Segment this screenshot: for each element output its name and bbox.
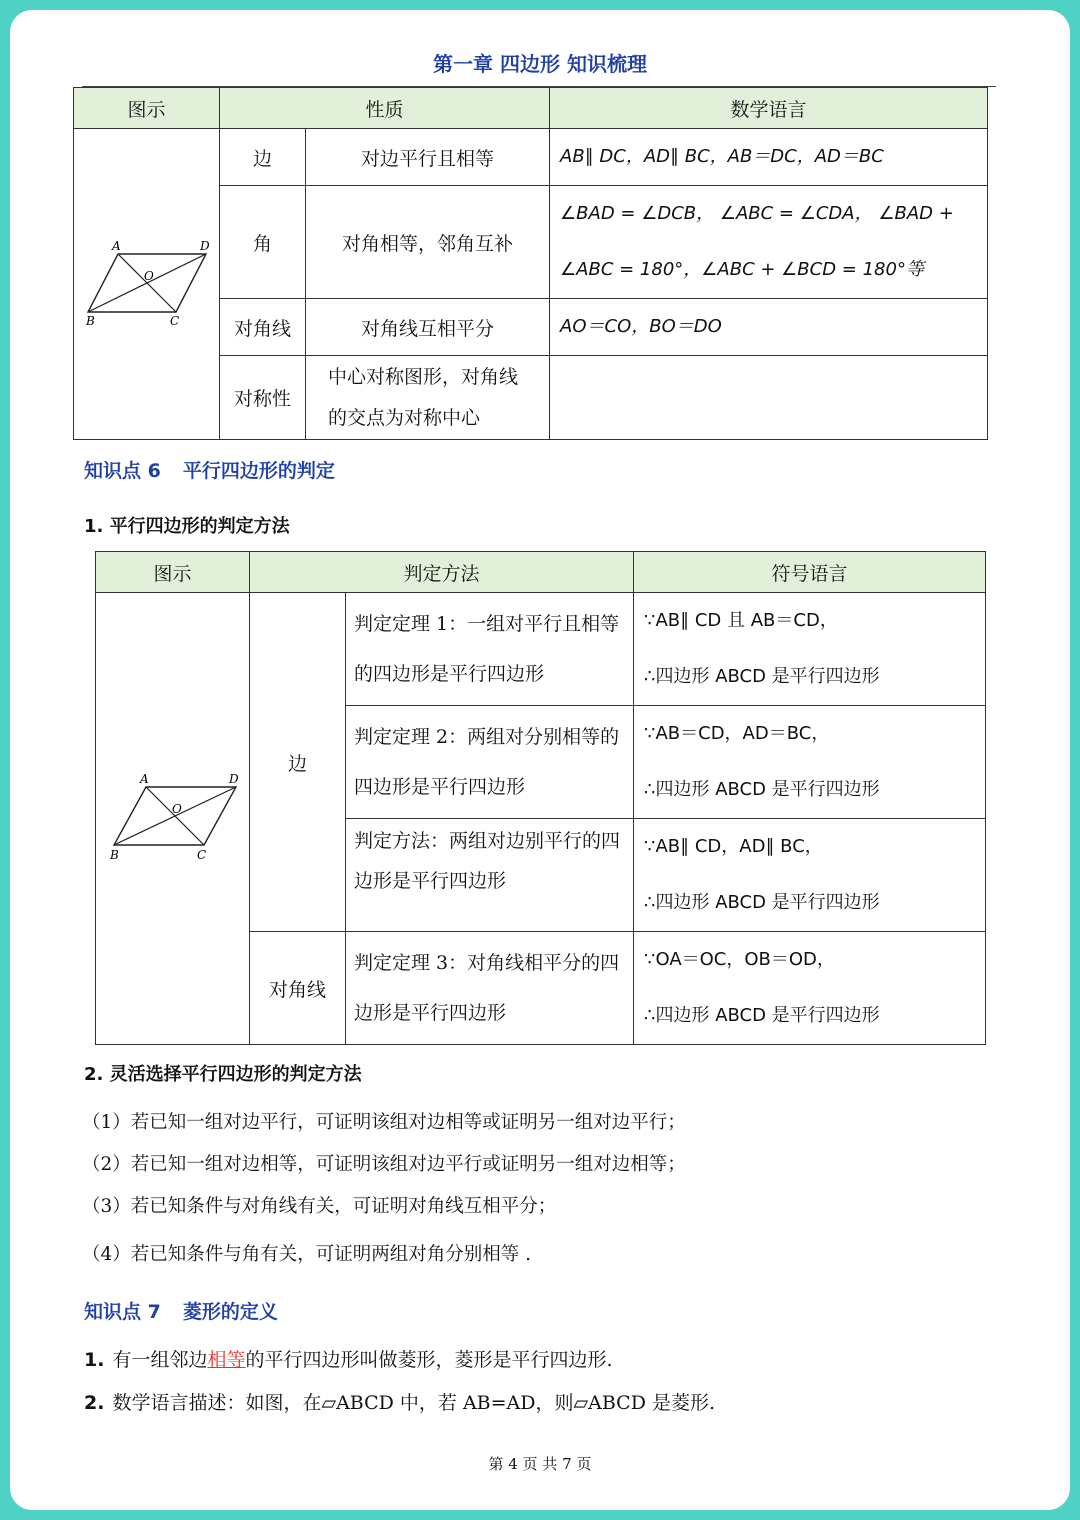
definition-2-number: 2.: [84, 1392, 105, 1414]
parallelogram-figure-2: [96, 757, 250, 877]
row-side-property: 对边平行且相等: [306, 129, 550, 186]
header-math-language: 数学语言: [550, 88, 988, 129]
criterion-1-symbol: [634, 593, 986, 706]
label-o-2: O: [172, 801, 182, 816]
kp7-number: 知识点 7: [84, 1301, 161, 1323]
row-symmetry-property: 中心对称图形，对角线的交点为对称中心: [306, 356, 550, 440]
row-angle-math-line2: ∠ABC = 180°，∠ABC + ∠BCD = 180°等: [560, 259, 924, 280]
row-angle-property: 对角相等，邻角互补: [306, 186, 550, 299]
definition-1-highlight: 相等: [207, 1349, 246, 1371]
knowledge-point-6: [84, 456, 335, 483]
label-a: A: [112, 239, 121, 253]
group-diagonal: 对角线: [250, 932, 346, 1045]
criterion-3-given: ∵AB∥ CD，AD∥ BC，: [644, 836, 823, 857]
tip-item-2: （2）若已知一组对边相等，可证明该组对边平行或证明另一组对边相等；: [82, 1154, 686, 1175]
properties-table: [73, 87, 988, 440]
parallelogram-figure: [74, 222, 220, 342]
criterion-2-symbol: [634, 706, 986, 819]
criterion-2-method: 判定定理 2：两组对分别相等的四边形是平行四边形: [346, 706, 634, 819]
definition-2: [84, 1388, 715, 1415]
row-diagonal-category: 对角线: [220, 299, 306, 356]
criterion-2-given: ∵AB＝CD，AD＝BC，: [644, 723, 830, 744]
document-page: [10, 10, 1070, 1510]
row-diagonal-math: AO＝CO，BO＝DO: [550, 299, 988, 356]
criterion-1-method: 判定定理 1：一组对平行且相等的四边形是平行四边形: [346, 593, 634, 706]
label-c-2: C: [197, 847, 207, 862]
header-method: 判定方法: [250, 552, 634, 593]
figure-cell-2: [96, 593, 250, 1045]
criterion-3-method: 判定方法：两组对边别平行的四边形是平行四边形: [346, 819, 634, 932]
criterion-1-given: ∵AB∥ CD 且 AB＝CD，: [644, 610, 838, 631]
row-symmetry-category: 对称性: [220, 356, 306, 440]
criterion-4-conclusion: ∴四边形 ABCD 是平行四边形: [644, 1005, 880, 1026]
tip-item-3: （3）若已知条件与对角线有关，可证明对角线互相平分；: [82, 1196, 557, 1217]
label-d-2: D: [229, 771, 239, 786]
row-angle-category: 角: [220, 186, 306, 299]
label-a-2: A: [140, 771, 149, 786]
tip-item-1: （1）若已知一组对边平行，可证明该组对边相等或证明另一组对边平行；: [82, 1112, 686, 1133]
row-angle-math-line1: ∠BAD = ∠DCB， ∠ABC = ∠CDA， ∠BAD +: [560, 203, 954, 224]
criterion-3-symbol: [634, 819, 986, 932]
criterion-3-conclusion: ∴四边形 ABCD 是平行四边形: [644, 892, 880, 913]
header-figure-2: 图示: [96, 552, 250, 593]
page-title: 第一章 四边形 知识梳理: [433, 52, 647, 76]
header-figure: 图示: [74, 88, 220, 129]
kp6-number: 知识点 6: [84, 460, 161, 482]
row-side-category: 边: [220, 129, 306, 186]
tip-item-4: （4）若已知条件与角有关，可证明两组对角分别相等 .: [82, 1244, 532, 1265]
kp6-title: 平行四边形的判定: [182, 460, 335, 482]
knowledge-point-7: [84, 1297, 278, 1324]
label-c: C: [170, 314, 180, 328]
row-side-math: AB∥ DC，AD∥ BC，AB＝DC，AD＝BC: [550, 129, 988, 186]
page-footer: 第 4 页 共 7 页: [488, 1455, 592, 1473]
definition-1: [84, 1345, 613, 1372]
group-side: 边: [250, 593, 346, 932]
header-property: 性质: [220, 88, 550, 129]
row-diagonal-property: 对角线互相平分: [306, 299, 550, 356]
label-o: O: [144, 269, 154, 283]
header-symbol-language: 符号语言: [634, 552, 986, 593]
row-angle-math: [550, 186, 988, 299]
criterion-4-given: ∵OA＝OC，OB＝OD，: [644, 949, 835, 970]
kp7-title: 菱形的定义: [182, 1301, 278, 1323]
definition-1-number: 1.: [84, 1349, 105, 1371]
section-2-heading: 2. 灵活选择平行四边形的判定方法: [84, 1064, 362, 1085]
section-1-heading: 1. 平行四边形的判定方法: [84, 516, 290, 537]
label-b: B: [86, 314, 95, 328]
definition-1-after: 的平行四边形叫做菱形，菱形是平行四边形.: [245, 1349, 613, 1371]
definition-2-text: 数学语言描述：如图，在▱ABCD 中，若 AB=AD，则▱ABCD 是菱形.: [112, 1392, 716, 1414]
row-symmetry-math: [550, 356, 988, 440]
criterion-2-conclusion: ∴四边形 ABCD 是平行四边形: [644, 779, 880, 800]
criterion-1-conclusion: ∴四边形 ABCD 是平行四边形: [644, 666, 880, 687]
definition-1-before: 有一组邻边: [112, 1349, 208, 1371]
criteria-table: [95, 551, 986, 1045]
label-d: D: [200, 239, 210, 253]
criterion-4-symbol: [634, 932, 986, 1045]
criterion-4-method: 判定定理 3：对角线相平分的四边形是平行四边形: [346, 932, 634, 1045]
figure-cell: [74, 129, 220, 440]
label-b-2: B: [110, 847, 119, 862]
